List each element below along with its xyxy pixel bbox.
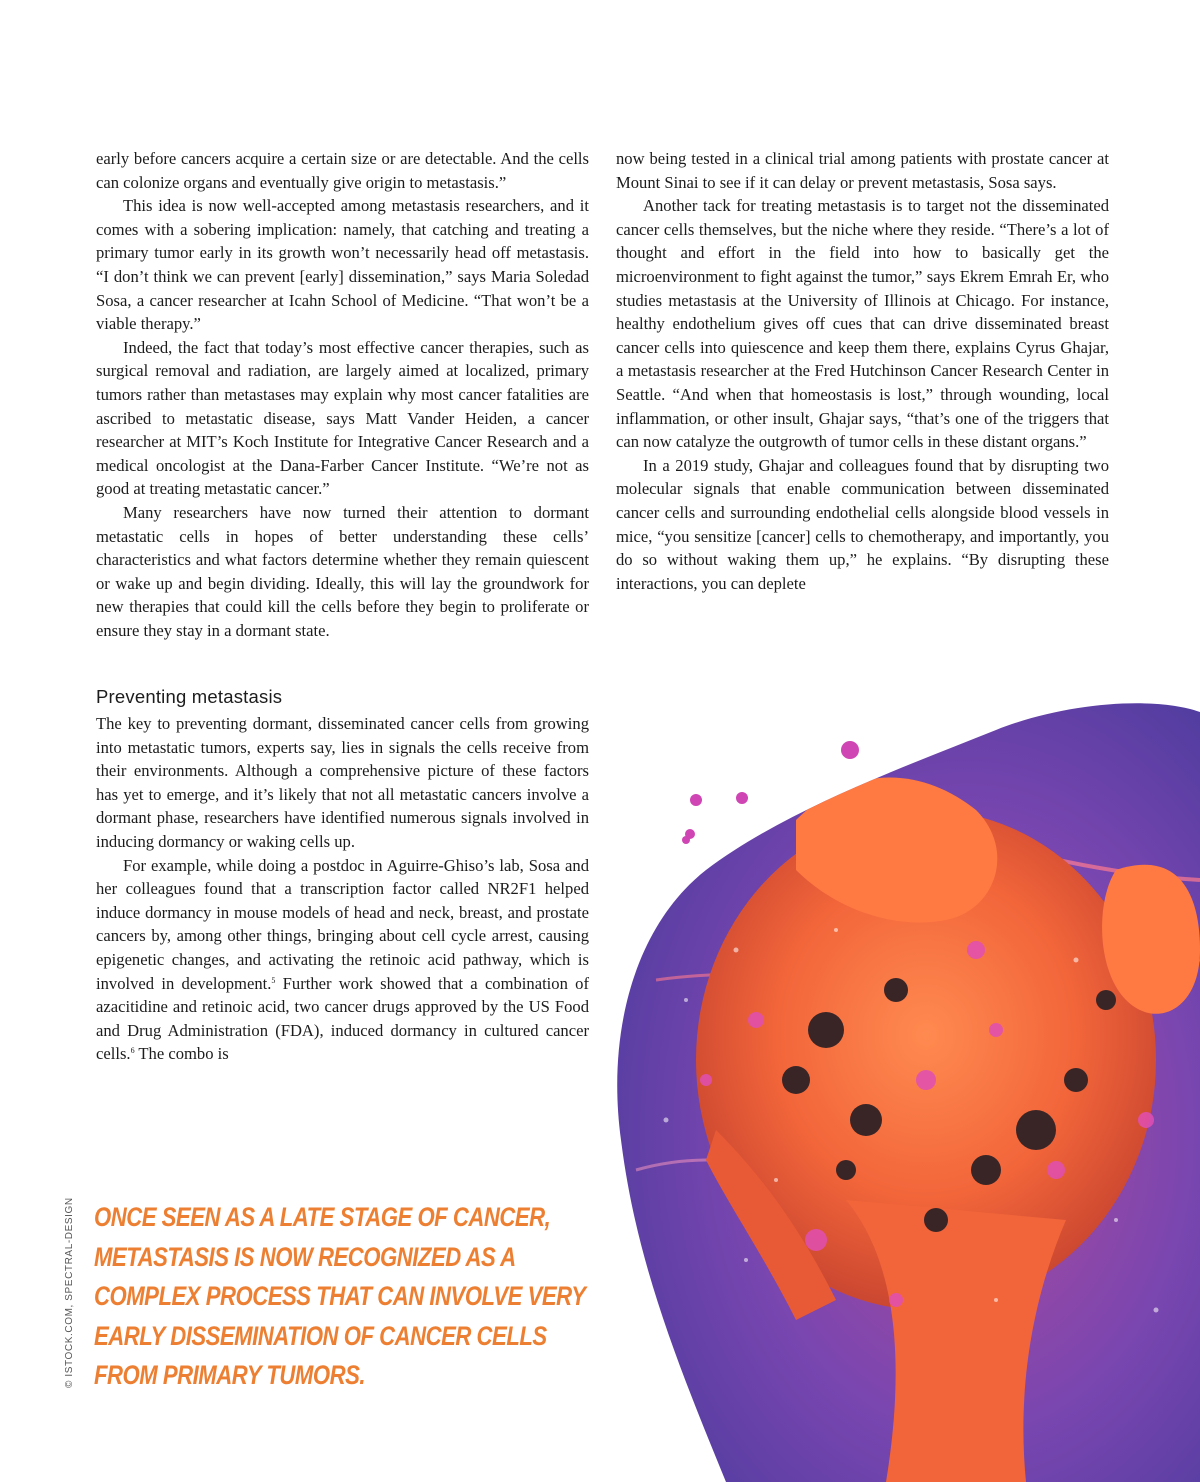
paragraph-text: Further work showed that a combination of azacitidine and retinoic acid, two cancer drugs approved by the US Food and Drug Administration (FDA), induced dormancy in cultured cancer cells. (96, 973, 589, 1064)
image-credit: © ISTOCK.COM, SPECTRAL-DESIGN (64, 1197, 75, 1388)
article-column-left-top (96, 147, 589, 642)
paragraph (96, 854, 589, 1066)
paragraph-text: The combo is (134, 1044, 229, 1064)
article-column-left-bottom (96, 712, 589, 1066)
paragraph: This idea is now well-accepted among metastasis researchers, and it comes with a sobering implication: namely, that catching and treating a primary tumor early in its growth won’t necessarily head off metastasis. “I don’t think we can prevent [early] dissemination,” says Maria Soledad Sosa, a cancer researcher at Icahn School of Medicine. “That won’t be a viable therapy.” (96, 196, 589, 334)
reference-marker: 6 (130, 1046, 135, 1056)
paragraph: The key to preventing dormant, disseminated cancer cells from growing into metastatic tumors, experts say, lies in signals the cells receive from their environments. Although a comprehensive picture of these factors has yet to emerge, and it’s likely that not all metastatic cancers involve a dormant phase, researchers have identified numerous signals involved in inducing dormancy or waking cells up. (96, 714, 589, 851)
paragraph: In a 2019 study, Ghajar and colleagues found that by disrupting two molecular signals that enable communication between disseminated cancer cells and surrounding endothelial cells alongside blood vessels in mice, “you sensitize [cancer] cells to chemotherapy, and importantly, you do so without waking them up,” he explains. “By disrupting these interactions, you can deplete (616, 455, 1109, 593)
metastatic-cell-illustration (596, 700, 1200, 1482)
paragraph-text: For example, while doing a postdoc in Aguirre-Ghiso’s lab, Sosa and her colleagues found that a transcription factor called NR2F1 helped induce dormancy in mouse models of head and neck, breast, and prostate cancers by, among other things, bringing about cell cycle arrest, causing epigenetic changes, and activating the retinoic acid pathway, which is involved in development. (96, 855, 589, 993)
paragraph: early before cancers acquire a certain size or are detectable. And the cells can colonize organs and eventually give origin to metastasis.” (96, 149, 589, 192)
pull-quote: ONCE SEEN AS A LATE STAGE OF CANCER, METASTASIS IS NOW RECOGNIZED AS A COMPLEX PROCESS THAT CAN INVOLVE VERY EARLY DISSEMINATION OF CANCER CELLS FROM PRIMARY TUMORS. (94, 1202, 586, 1390)
paragraph: now being tested in a clinical trial among patients with prostate cancer at Mount Sinai to see if it can delay or prevent metastasis, Sosa says. (616, 149, 1109, 192)
paragraph: Another tack for treating metastasis is to target not the disseminated cancer cells themselves, but the niche where they reside. “There’s a lot of thought and effort in the field into how to basically get the microenvironment to fight against the tumor,” says Ekrem Emrah Er, who studies metastasis at the University of Illinois at Chicago. For instance, healthy endothelium gives off cues that can drive disseminated breast cancer cells into quiescence and keep them there, explains Cyrus Ghajar, a metastasis researcher at the Fred Hutchinson Cancer Research Center in Seattle. “And when that homeostasis is lost,” through wounding, local inflammation, or other insult, Ghajar says, “that’s one of the triggers that can now catalyze the outgrowth of tumor cells in these distant organs.” (616, 196, 1109, 452)
section-heading: Preventing metastasis (96, 686, 283, 707)
reference-marker: 5 (271, 975, 276, 985)
article-column-right-top (616, 147, 1109, 595)
paragraph: Indeed, the fact that today’s most effective cancer therapies, such as surgical removal and radiation, are largely aimed at localized, primary tumors rather than metastases may explain why most cancer fatalities are ascribed to metastatic disease, says Matt Vander Heiden, a cancer researcher at MIT’s Koch Institute for Integrative Cancer Research and a medical oncologist at the Dana-Farber Cancer Institute. “We’re not as good at treating metastatic cancer.” (96, 337, 589, 499)
paragraph: Many researchers have now turned their attention to dormant metastatic cells in hopes of better understanding these cells’ characteristics and what factors determine whether they remain quiescent or wake up and begin dividing. Ideally, this will lay the groundwork for new therapies that could kill the cells before they begin to proliferate or ensure they stay in a dormant state. (96, 502, 589, 640)
